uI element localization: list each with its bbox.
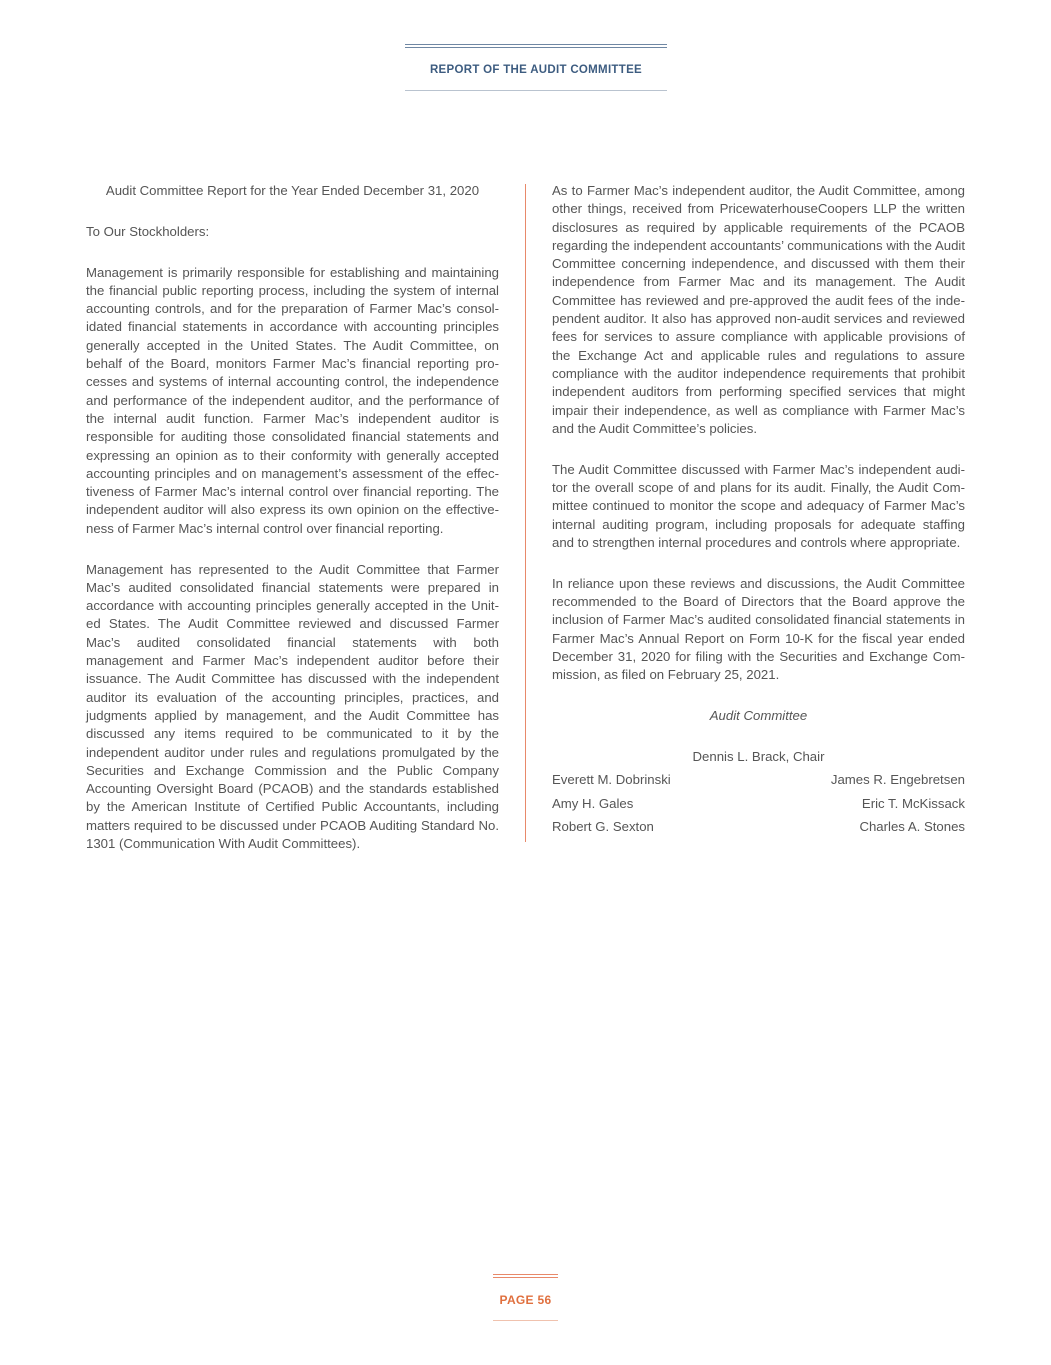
page-header xyxy=(405,44,667,91)
member-row xyxy=(552,818,965,841)
chair-name: Dennis L. Brack, Chair xyxy=(692,748,825,764)
column-divider xyxy=(525,184,526,842)
page-footer xyxy=(493,1274,558,1321)
header-rule xyxy=(405,90,667,91)
body-paragraph: In reliance upon these reviews and discussions, the Audit Committee recommended to the Board of Directors that the Board approve the inclusion of Farmer Mac’s audited consolidated financial statements in Farmer Mac’s Annual Report on Form 10-K for the fiscal year ended December 31, 2020 for filing with the Securities and Exchange Commission, as filed on February 25, 2021. xyxy=(552,575,965,683)
body-paragraph: Management is primarily responsible for establishing and maintaining the financial public reporting process, including the system of internal accounting controls, and for the preparation of Farmer Mac’s consolidated financial statements in accordance with accounting principles generally accepted in the United States. The Audit Committee, on behalf of the Board, monitors Farmer Mac’s financial reporting processes and systems of internal accounting control, the independence and performance of the independent auditor, and the performance of the internal audit function. Farmer Mac’s independent auditor is responsible for auditing those consolidated financial statements and expressing an opinion as to their conformity with generally accepted accounting principles and on management’s assessment of the effectiveness of Farmer Mac’s internal control over financial reporting. The independent auditor will also express its own opinion on the effectiveness of Farmer Mac’s internal control over financial reporting. xyxy=(86,264,499,536)
committee-label: Audit Committee xyxy=(709,707,808,723)
salutation: To Our Stockholders: xyxy=(86,223,210,239)
member-name: Robert G. Sexton xyxy=(552,818,654,834)
right-column xyxy=(552,182,965,841)
report-heading: Audit Committee Report for the Year Ended December 31, 2020 xyxy=(105,183,480,198)
body-paragraph: As to Farmer Mac’s independent auditor, the Audit Committee, among other things, received from PricewaterhouseCoopers LLP the written disclosures as required by applicable requirements of the PCAOB regarding the independent accountants’ communications with the Audit Committee concerning independence, and discussed with them their independence from Farmer Mac and its management. The Audit Committee has reviewed and pre-approved the audit fees of the independent auditor. It also has approved non-audit services and reviewed fees for services to assure compliance with applicable provisions of the Exchange Act and applicable rules and regulations to assure compliance with the auditor independence requirements that prohibit independent auditors from performing specified services that might impair their independence, as well as compliance with Farmer Mac’s and the Audit Committee’s policies. xyxy=(552,183,965,436)
footer-rule xyxy=(493,1277,558,1278)
chair-signature xyxy=(552,748,965,771)
header-rule xyxy=(405,44,667,45)
member-name: Everett M. Dobrinski xyxy=(552,772,671,788)
member-name: Eric T. McKissack xyxy=(861,795,965,811)
footer-rule xyxy=(493,1274,558,1275)
footer-rule xyxy=(493,1320,558,1321)
member-row xyxy=(552,771,965,794)
member-name: Amy H. Gales xyxy=(552,795,634,811)
member-name: James R. Engebretsen xyxy=(830,772,965,788)
header-rule xyxy=(405,47,667,48)
member-name: Charles A. Stones xyxy=(859,818,965,834)
page-number: PAGE 56 xyxy=(499,1293,552,1307)
member-row xyxy=(552,795,965,818)
body-paragraph: Management has represented to the Audit Committee that Farmer Mac’s audited consolidated financial statements were prepared in accordance with accounting principles generally accepted in the United States. The Audit Committee reviewed and discussed Farmer Mac’s audited consolidated financial statements with both management and Farmer Mac’s independent auditor before their issuance. The Audit Committee has discussed with the independent auditor its evaluation of the accounting principles, practices, and judgments applied by management, and the Audit Committee has discussed any items required to be communicated to it by the independent auditor under rules and regulations promulgated by the Securities and Exchange Commission and the Public Company Accounting Oversight Board (PCAOB) and the standards established by the American Institute of Certified Public Accountants, including matters required to be discussed under PCAOB Auditing Standard No. 1301 (Communication With Audit Committees). xyxy=(86,561,499,851)
section-title: REPORT OF THE AUDIT COMMITTEE xyxy=(429,64,643,76)
left-column xyxy=(86,182,499,876)
body-paragraph: The Audit Committee discussed with Farmer Mac’s independent auditor the overall scope of and plans for its audit. Finally, the Audit Committee continued to monitor the scope and adequacy of Farmer Mac’s internal auditing program, including proposals for adequate staffing and to strengthen internal procedures and controls where appropriate. xyxy=(552,461,965,550)
